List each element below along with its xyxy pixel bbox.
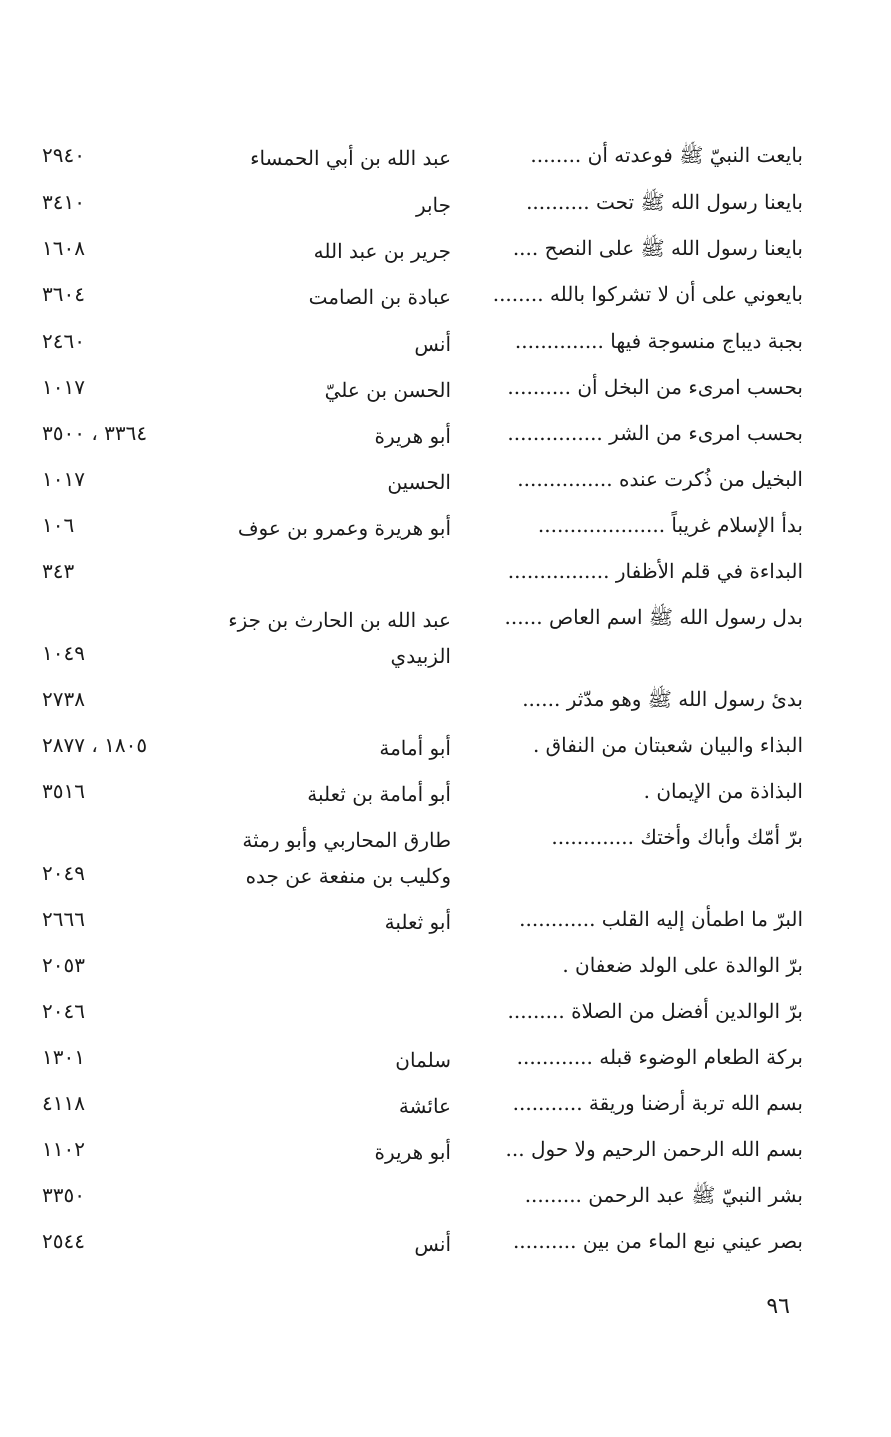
hadith-text: بدأ الإسلام غريباً .................... — [537, 513, 803, 537]
hadith-number: ٢٠٥٣ — [42, 953, 85, 977]
page-number: ٩٦ — [766, 1294, 790, 1319]
index-entry — [0, 372, 891, 420]
hadith-number: ١٠١٧ — [42, 375, 85, 399]
hadith-number: ٢٦٦٦ — [42, 907, 85, 931]
hadith-text: البخيل من ذُكرت عنده ............... — [517, 467, 803, 491]
hadith-text: برّ الوالدين أفضل من الصلاة ......... — [507, 999, 803, 1023]
hadith-text: البذاء والبيان شعبتان من النفاق . — [532, 733, 803, 757]
index-entry — [0, 730, 891, 778]
narrator-name: طارق المحاربي وأبو رمثة وكليب بن منفعة عن جده — [242, 828, 451, 888]
hadith-text: بشر النبيّ ﷺ عبد الرحمن ......... — [524, 1183, 803, 1207]
index-entry — [0, 233, 891, 281]
narrator-name: الحسين — [387, 470, 451, 494]
narrator-name: أبو ثعلبة — [384, 910, 451, 934]
hadith-number: ٢٧٣٨ — [42, 687, 85, 711]
narrator-name: عائشة — [398, 1094, 451, 1118]
hadith-number: ٢٥٤٤ — [42, 1229, 85, 1253]
hadith-number: ٢٩٤٠ — [42, 143, 85, 167]
hadith-number: ١١٠٢ — [42, 1137, 85, 1161]
hadith-number: ١٠٤٩ — [42, 641, 85, 665]
index-entry — [0, 1180, 891, 1228]
hadith-text: بايعت النبيّ ﷺ فوعدته أن ........ — [530, 143, 803, 167]
hadith-number: ٢٠٤٦ — [42, 999, 85, 1023]
index-entry — [0, 602, 891, 686]
hadith-text: بايعوني على أن لا تشركوا بالله ........ — [492, 282, 803, 306]
index-entry — [0, 776, 891, 824]
hadith-number: ٢٠٤٩ — [42, 861, 85, 885]
index-entry — [0, 996, 891, 1044]
hadith-text: برّ الوالدة على الولد ضعفان . — [562, 953, 803, 977]
hadith-number: ١٨٠٥ ، ٢٨٧٧ — [42, 733, 148, 757]
narrator-name: أنس — [414, 332, 451, 356]
narrator-name: جرير بن عبد الله — [313, 239, 451, 263]
index-entry — [0, 684, 891, 732]
hadith-text: بسم الله الرحمن الرحيم ولا حول ... — [505, 1137, 803, 1161]
index-entry — [0, 1134, 891, 1182]
narrator-name: عبد الله بن أبي الحمساء — [250, 146, 451, 170]
narrator-name: أنس — [414, 1232, 451, 1256]
hadith-text: البذاذة من الإيمان . — [643, 779, 803, 803]
hadith-number: ٢٤٦٠ — [42, 329, 85, 353]
hadith-number: ١٦٠٨ — [42, 236, 85, 260]
index-entry — [0, 904, 891, 952]
hadith-text: بركة الطعام الوضوء قبله ............ — [516, 1045, 803, 1069]
hadith-number: ١٣٠١ — [42, 1045, 85, 1069]
hadith-text: البرّ ما اطمأن إليه القلب ............ — [519, 907, 803, 931]
hadith-number: ٣٣٦٤ ، ٣٥٠٠ — [42, 421, 148, 445]
narrator-name: أبو هريرة — [374, 424, 451, 448]
index-entry — [0, 464, 891, 512]
narrator-name: أبو أمامة — [379, 736, 451, 760]
index-entry — [0, 510, 891, 558]
hadith-text: برّ أمّك وأباك وأختك ............. — [551, 825, 803, 849]
hadith-number: ٣٤١٠ — [42, 190, 85, 214]
index-entry — [0, 556, 891, 604]
hadith-text: بجبة ديباج منسوجة فيها .............. — [514, 329, 803, 353]
index-entry — [0, 1042, 891, 1090]
hadith-number: ١٠١٧ — [42, 467, 85, 491]
index-entry — [0, 950, 891, 998]
hadith-text: بحسب امرىء من الشر ............... — [507, 421, 803, 445]
index-entry — [0, 418, 891, 466]
narrator-name: جابر — [415, 193, 451, 217]
hadith-number: ٣٦٠٤ — [42, 282, 85, 306]
narrator-name: أبو هريرة وعمرو بن عوف — [237, 516, 451, 540]
hadith-text: بايعنا رسول الله ﷺ تحت .......... — [526, 190, 803, 214]
hadith-text: بدئ رسول الله ﷺ وهو مدّثر ...... — [522, 687, 803, 711]
index-entry — [0, 1088, 891, 1136]
narrator-name: عبادة بن الصامت — [308, 285, 451, 309]
hadith-text: بحسب امرىء من البخل أن .......... — [507, 375, 803, 399]
hadith-number: ٣٤٣ — [42, 559, 75, 583]
narrator-name: أبو أمامة بن ثعلبة — [307, 782, 451, 806]
hadith-text: بسم الله تربة أرضنا وريقة ........... — [512, 1091, 803, 1115]
index-entry — [0, 187, 891, 235]
hadith-text: بدل رسول الله ﷺ اسم العاص ...... — [504, 605, 803, 629]
hadith-number: ٣٥١٦ — [42, 779, 85, 803]
index-entry — [0, 326, 891, 374]
index-entry — [0, 1226, 891, 1274]
index-entry — [0, 140, 891, 188]
hadith-number: ١٠٦ — [42, 513, 75, 537]
hadith-text: بصر عيني نبع الماء من بين .......... — [512, 1229, 803, 1253]
narrator-name: أبو هريرة — [374, 1140, 451, 1164]
index-entry — [0, 822, 891, 906]
hadith-text: بايعنا رسول الله ﷺ على النصح .... — [512, 236, 803, 260]
narrator-name: سلمان — [395, 1048, 451, 1072]
index-entry — [0, 279, 891, 327]
hadith-number: ٣٣٥٠ — [42, 1183, 85, 1207]
narrator-name: عبد الله بن الحارث بن جزء الزبيدي — [228, 608, 451, 668]
hadith-text: البداءة في قلم الأظفار ................ — [507, 559, 803, 583]
narrator-name: الحسن بن عليّ — [324, 378, 451, 402]
hadith-number: ٤١١٨ — [42, 1091, 85, 1115]
